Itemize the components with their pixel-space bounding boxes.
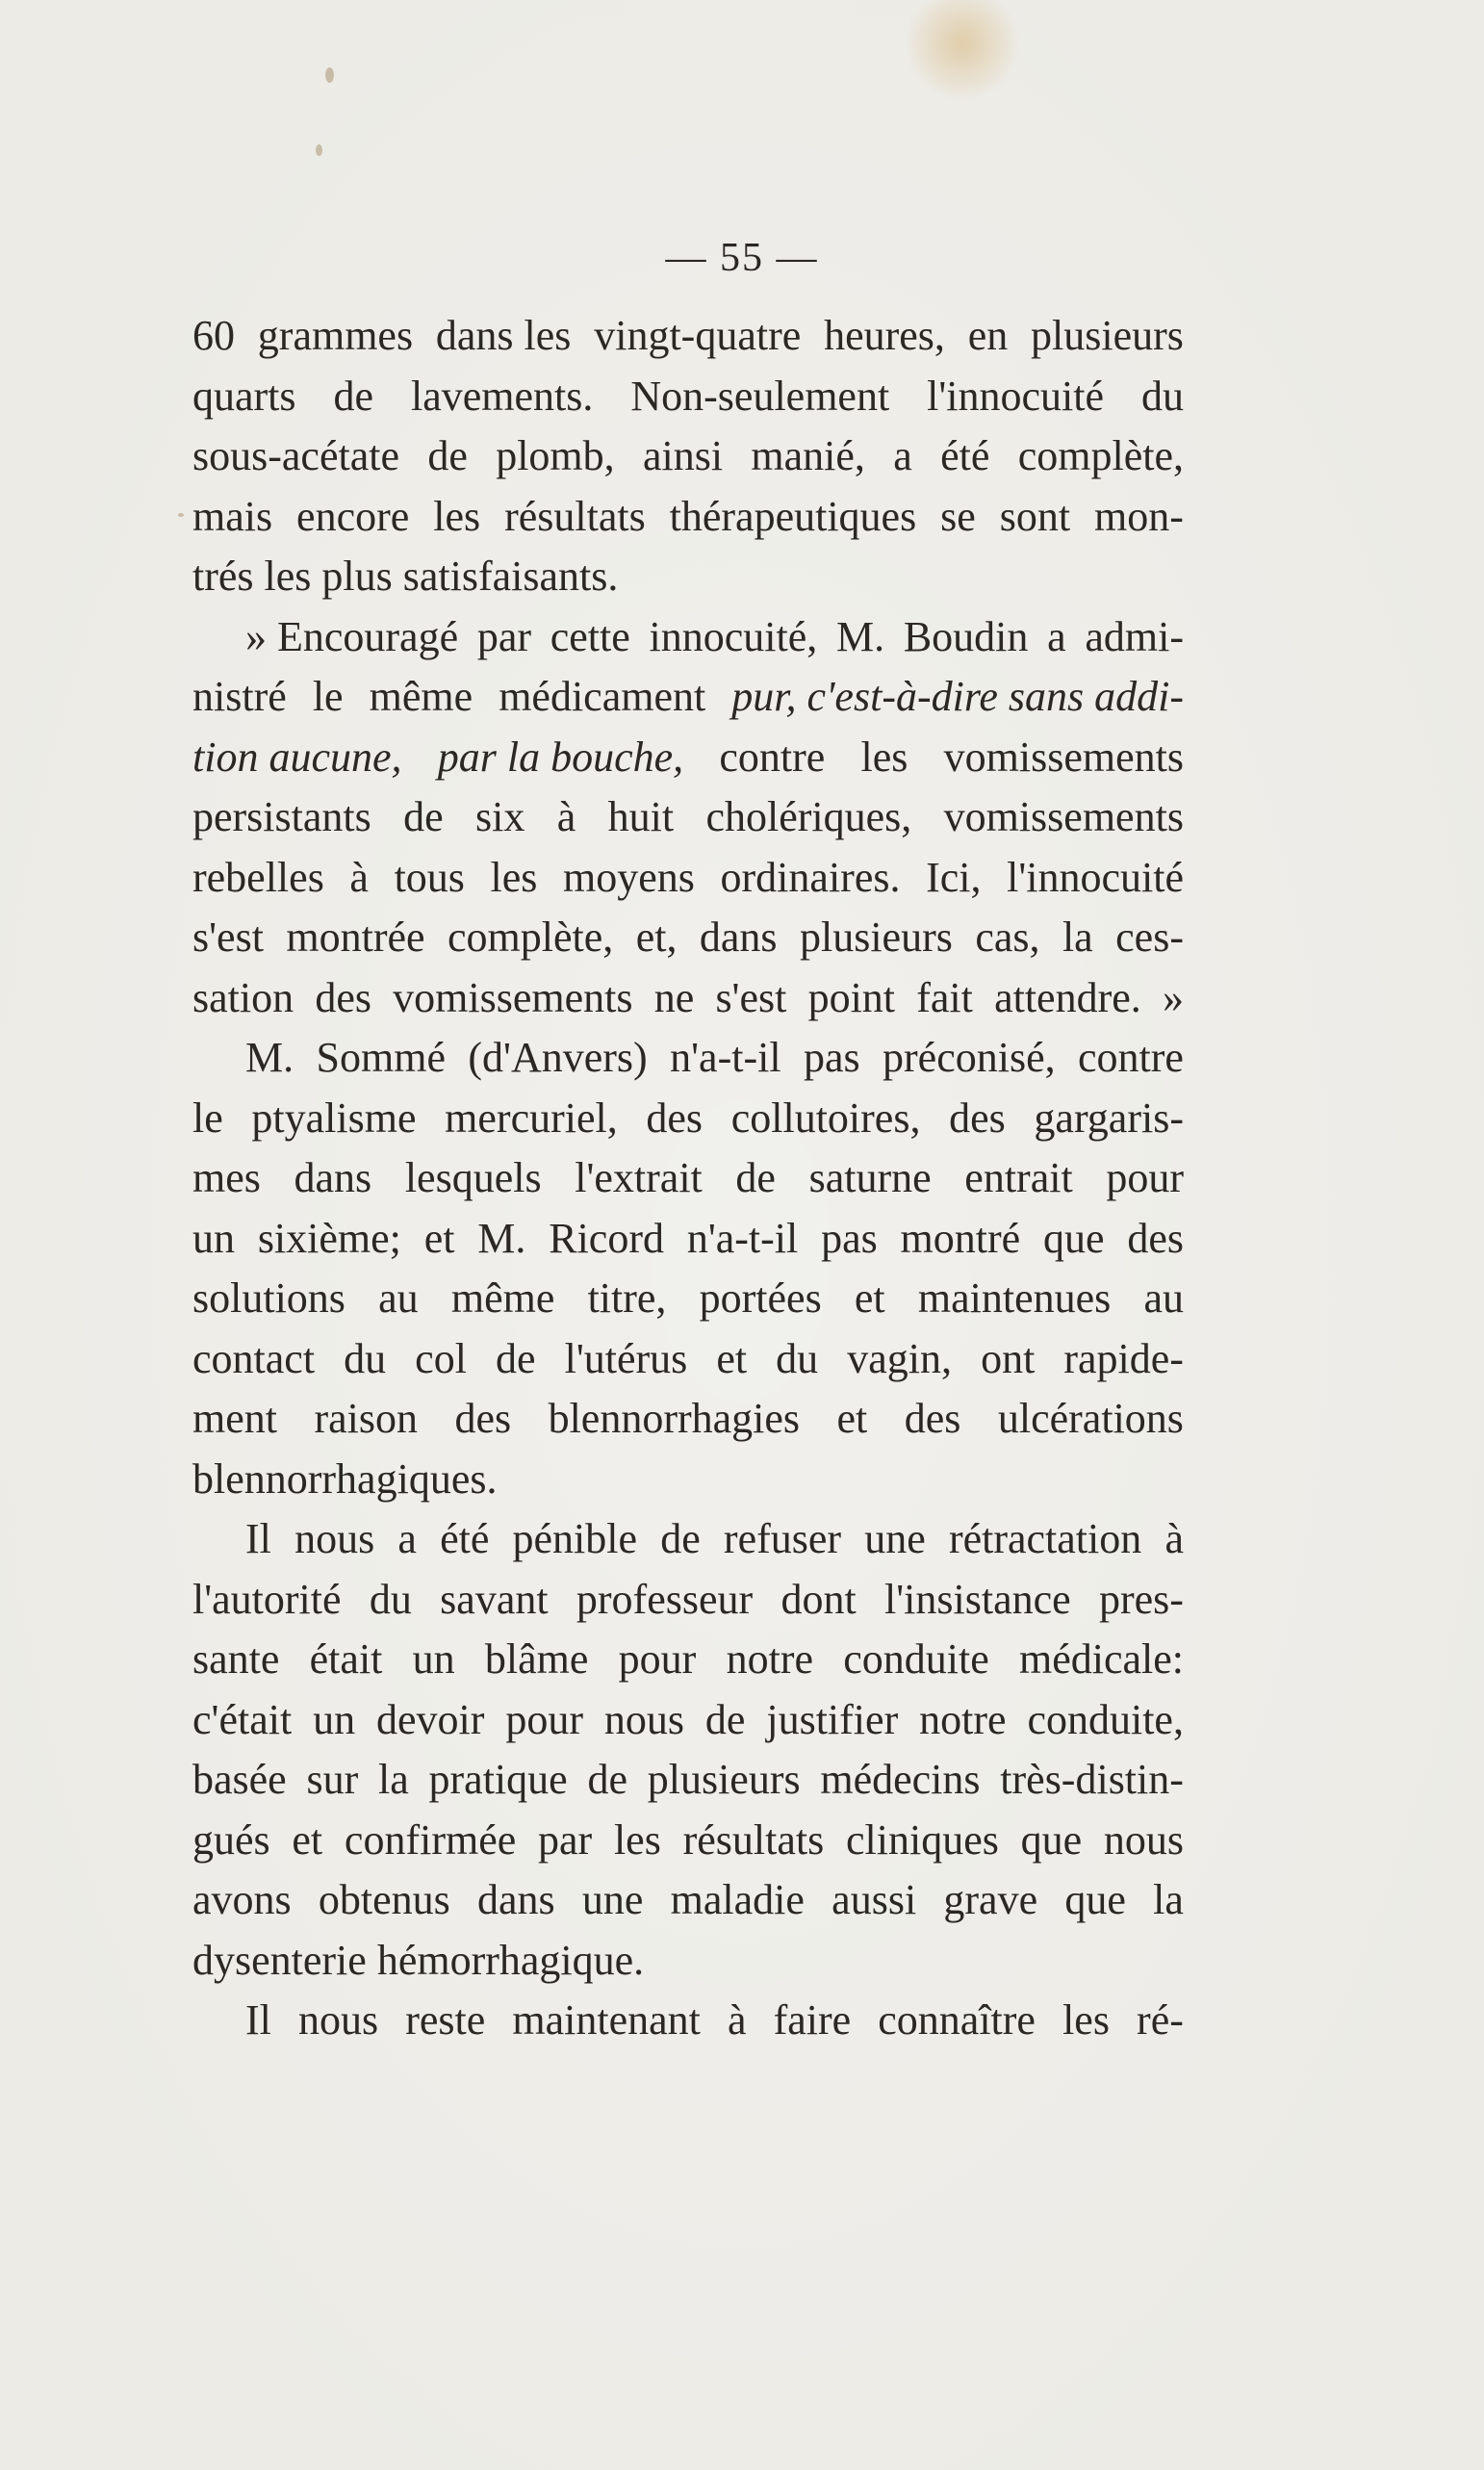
word: au	[1143, 1274, 1184, 1322]
word: les	[1062, 1996, 1110, 2044]
word: Non-seulement	[630, 372, 890, 420]
word: attendre.	[994, 973, 1141, 1021]
word: par la bouche,	[437, 733, 684, 781]
text-line	[192, 1389, 1184, 1450]
word: de	[333, 372, 374, 420]
word: la	[1062, 913, 1093, 961]
word: même	[450, 1274, 555, 1322]
word: Ricord	[549, 1214, 664, 1262]
word: cholériques,	[705, 793, 912, 840]
page-number: — 55 —	[665, 236, 819, 280]
word: raison	[314, 1395, 418, 1442]
word: ment	[192, 1395, 277, 1442]
word: dans	[699, 913, 778, 961]
word: pres-	[1099, 1575, 1184, 1623]
word: solutions	[192, 1274, 345, 1322]
word: maintenant	[512, 1996, 701, 2044]
word: les	[433, 492, 481, 540]
word: faire	[773, 1996, 852, 2044]
word: s'est	[192, 913, 264, 961]
word: l'extrait	[575, 1154, 703, 1201]
word: de	[660, 1515, 701, 1562]
word: résultats	[504, 492, 646, 540]
text-line	[192, 367, 1184, 427]
text-line	[192, 1450, 1184, 1510]
word: M.	[245, 1034, 294, 1081]
word: la	[378, 1756, 409, 1803]
word: ont	[981, 1334, 1036, 1382]
word: du	[369, 1575, 412, 1623]
word: blennorrhagiques.	[192, 1454, 498, 1503]
word: sont	[999, 492, 1071, 540]
word: admi-	[1085, 612, 1184, 660]
text-line	[192, 1209, 1184, 1270]
word: résultats	[682, 1815, 825, 1864]
word: nous	[294, 1515, 375, 1562]
text-line	[192, 1690, 1184, 1751]
word: et,	[635, 913, 678, 961]
text-line	[192, 1750, 1184, 1811]
text-line	[192, 1870, 1184, 1931]
word: rebelles	[192, 853, 324, 901]
word: maladie	[670, 1876, 805, 1923]
word: l'innocuité	[1007, 853, 1184, 901]
word: complète,	[447, 913, 614, 961]
word: pénible	[512, 1515, 638, 1562]
word: Boudin	[903, 612, 1029, 660]
paper-speck	[325, 67, 334, 83]
word: a	[1047, 612, 1066, 660]
word: l'autorité	[192, 1575, 342, 1623]
word: l'utérus	[564, 1334, 688, 1382]
word: très-distin-	[1000, 1756, 1184, 1803]
word: vingt-quatre	[594, 312, 802, 359]
word: innocuité,	[649, 612, 818, 660]
text-line	[192, 1089, 1184, 1149]
word: plomb,	[496, 432, 615, 479]
word: complète,	[1017, 432, 1184, 479]
word: l'insistance	[884, 1575, 1071, 1623]
word: contre	[1078, 1034, 1184, 1081]
word: plusieurs	[799, 913, 953, 961]
word: notre	[919, 1695, 1007, 1743]
word: à	[727, 1996, 747, 2044]
word: vagin,	[847, 1334, 952, 1382]
word: avons	[192, 1876, 292, 1923]
word: refuser	[723, 1515, 842, 1562]
word: gargaris-	[1034, 1093, 1184, 1142]
word: dysenterie hémorrhagique.	[192, 1936, 645, 1984]
word: Sommé	[316, 1034, 446, 1081]
word: confirmée	[344, 1815, 517, 1864]
word: des	[904, 1395, 961, 1442]
word: gués	[192, 1815, 270, 1864]
word: nistré	[192, 673, 287, 720]
word: ne	[653, 973, 695, 1021]
text-line	[192, 1931, 1184, 1992]
text-line	[192, 607, 1184, 668]
word: par	[476, 612, 532, 660]
word: n'a-t-il	[686, 1214, 799, 1262]
word: du	[776, 1334, 819, 1382]
word: un	[192, 1214, 235, 1262]
word: tous	[394, 853, 465, 901]
text-line	[192, 1811, 1184, 1871]
word: une	[864, 1515, 926, 1562]
word: des	[454, 1395, 512, 1442]
word: n'a-t-il	[670, 1034, 781, 1081]
word: 60	[192, 312, 235, 359]
word: lesquels	[404, 1154, 542, 1201]
word: M.	[835, 612, 885, 660]
word: au	[378, 1274, 419, 1322]
word: contact	[192, 1334, 316, 1382]
word: savant	[440, 1575, 549, 1623]
word: sous-acétate	[192, 432, 399, 479]
word: grave	[943, 1876, 1038, 1923]
word: des	[315, 973, 371, 1021]
word: vomissements	[943, 793, 1184, 840]
text-line	[192, 1509, 1184, 1570]
word: rétractation	[948, 1515, 1142, 1562]
text-line	[192, 848, 1184, 909]
word: saturne	[808, 1154, 932, 1201]
word: huit	[607, 793, 675, 840]
word: de	[735, 1154, 776, 1201]
word: moyens	[563, 853, 695, 901]
word: professeur	[576, 1575, 754, 1623]
word: (d'Anvers)	[468, 1034, 648, 1081]
word: et	[423, 1214, 455, 1262]
word: de	[427, 432, 468, 479]
word: pas	[803, 1034, 860, 1081]
word: de	[704, 1695, 746, 1743]
word: ptyalisme	[251, 1093, 417, 1142]
text-line	[192, 1329, 1184, 1390]
word: maintenues	[917, 1274, 1112, 1322]
word: sante	[192, 1635, 280, 1683]
word: les	[860, 733, 908, 781]
word: les	[613, 1815, 661, 1864]
word: cette	[550, 612, 630, 660]
word: dont	[780, 1575, 857, 1623]
word: thérapeutiques	[669, 492, 917, 540]
word: que	[1042, 1214, 1105, 1262]
word: ulcérations	[997, 1395, 1184, 1442]
paper-speck	[316, 144, 322, 156]
word: été	[440, 1515, 490, 1562]
text-line	[192, 728, 1184, 788]
text-line	[192, 1570, 1184, 1631]
word: nous	[1103, 1815, 1184, 1864]
word: col	[415, 1334, 467, 1382]
word: » Encouragé	[245, 612, 459, 660]
word: a	[397, 1515, 417, 1562]
word: justifier	[766, 1695, 899, 1743]
word: pour	[505, 1695, 583, 1743]
word: était	[309, 1635, 383, 1683]
word: titre,	[587, 1274, 667, 1322]
word: à	[1164, 1515, 1184, 1562]
word: et	[292, 1815, 323, 1864]
word: quarts	[192, 372, 296, 420]
word: ré-	[1137, 1996, 1184, 2044]
text-line	[192, 1148, 1184, 1209]
word: même	[369, 673, 473, 720]
word: basée	[192, 1756, 287, 1803]
word: le	[192, 1093, 223, 1142]
word: entrait	[964, 1154, 1073, 1201]
word: manié,	[751, 432, 865, 479]
word: pour	[1106, 1154, 1184, 1201]
word: de	[587, 1756, 627, 1803]
paper-speck	[178, 513, 184, 517]
word: cliniques	[845, 1815, 999, 1864]
word: plusieurs	[1031, 312, 1184, 359]
word: un	[313, 1695, 356, 1743]
word: nous	[603, 1695, 685, 1743]
word: des	[1127, 1214, 1184, 1262]
word: médecins	[820, 1756, 981, 1803]
word: en	[967, 312, 1009, 359]
word: reste	[405, 1996, 486, 2044]
word: obtenus	[318, 1876, 450, 1923]
word: et	[836, 1395, 868, 1442]
word: le	[312, 673, 344, 720]
word: point	[807, 973, 896, 1021]
word: portées	[699, 1274, 822, 1322]
word: de	[496, 1334, 536, 1382]
word: pur, c'est-à-dire sans addi-	[731, 673, 1184, 720]
word: tion aucune,	[192, 733, 402, 781]
word: ainsi	[642, 432, 724, 479]
word: trés les plus satisfaisants.	[192, 553, 619, 600]
word: sixième;	[257, 1214, 401, 1262]
text-line	[192, 1028, 1184, 1089]
text-line	[192, 426, 1184, 487]
word: M.	[477, 1214, 526, 1262]
word: six	[475, 793, 525, 840]
word: mon-	[1094, 492, 1184, 540]
word: grammes	[257, 312, 414, 359]
word: été	[940, 432, 990, 479]
word: que	[1020, 1815, 1083, 1864]
text-line	[192, 1630, 1184, 1690]
word: que	[1064, 1876, 1126, 1923]
word: à	[349, 853, 369, 901]
word: du	[1141, 372, 1184, 420]
word: mercuriel,	[445, 1093, 618, 1142]
word: »	[1162, 973, 1184, 1021]
word: pour	[618, 1635, 697, 1683]
word: dans	[294, 1154, 372, 1201]
word: des	[646, 1093, 704, 1142]
body-text	[192, 306, 1184, 2051]
word: sation	[192, 973, 294, 1021]
text-line	[192, 547, 1184, 607]
word: Il	[245, 1515, 271, 1562]
word: c'était	[192, 1695, 293, 1743]
text-line	[192, 1269, 1184, 1329]
word: les	[490, 853, 538, 901]
word: plusieurs	[647, 1756, 801, 1803]
word: préconisé,	[883, 1034, 1056, 1081]
word: heures,	[824, 312, 945, 359]
word: et	[854, 1274, 885, 1322]
word: pratique	[428, 1756, 568, 1803]
word: vomissements	[393, 973, 633, 1021]
word: ces-	[1115, 913, 1184, 961]
text-line	[192, 908, 1184, 968]
word: encore	[296, 492, 410, 540]
word: médicament	[499, 673, 706, 720]
word: sur	[306, 1756, 359, 1803]
word: conduite,	[1027, 1695, 1184, 1743]
word: nous	[297, 1996, 379, 2044]
word: la	[1153, 1876, 1184, 1923]
word: fait	[916, 973, 973, 1021]
word: médicale:	[1018, 1635, 1184, 1683]
word: du	[344, 1334, 387, 1382]
word: dans les	[435, 312, 572, 359]
word: montré	[900, 1214, 1021, 1262]
word: dans	[477, 1876, 555, 1923]
word: ordinaires.	[720, 853, 901, 901]
word: cas,	[975, 913, 1040, 961]
word: notre	[726, 1635, 813, 1683]
text-line	[192, 667, 1184, 728]
word: a	[893, 432, 912, 479]
word: vomissements	[943, 733, 1184, 781]
text-line	[192, 306, 1184, 367]
word: connaître	[878, 1996, 1036, 2044]
word: Il	[245, 1996, 271, 2044]
word: persistants	[192, 793, 371, 840]
text-line	[192, 487, 1184, 548]
word: de	[403, 793, 444, 840]
word: conduite	[843, 1635, 989, 1683]
word: mais	[192, 492, 273, 540]
word: à	[556, 793, 576, 840]
text-line	[192, 1991, 1184, 2051]
word: par	[538, 1815, 593, 1864]
word: aussi	[832, 1876, 917, 1923]
text-line	[192, 968, 1184, 1029]
word: devoir	[376, 1695, 485, 1743]
word: Ici,	[926, 853, 982, 901]
word: blennorrhagies	[548, 1395, 801, 1442]
word: se	[940, 492, 976, 540]
word: pas	[821, 1214, 878, 1262]
word: et	[716, 1334, 748, 1382]
word: blâme	[484, 1635, 589, 1683]
word: lavements.	[411, 372, 594, 420]
word: l'innocuité	[927, 372, 1105, 420]
text-line	[192, 787, 1184, 848]
word: une	[581, 1876, 644, 1923]
word: un	[412, 1635, 455, 1683]
word: des	[949, 1093, 1006, 1142]
word: s'est	[715, 973, 787, 1021]
word: rapide-	[1063, 1334, 1184, 1382]
word: collutoires,	[730, 1093, 921, 1142]
word: contre	[719, 733, 826, 781]
word: mes	[192, 1154, 261, 1201]
word: montrée	[286, 913, 425, 961]
